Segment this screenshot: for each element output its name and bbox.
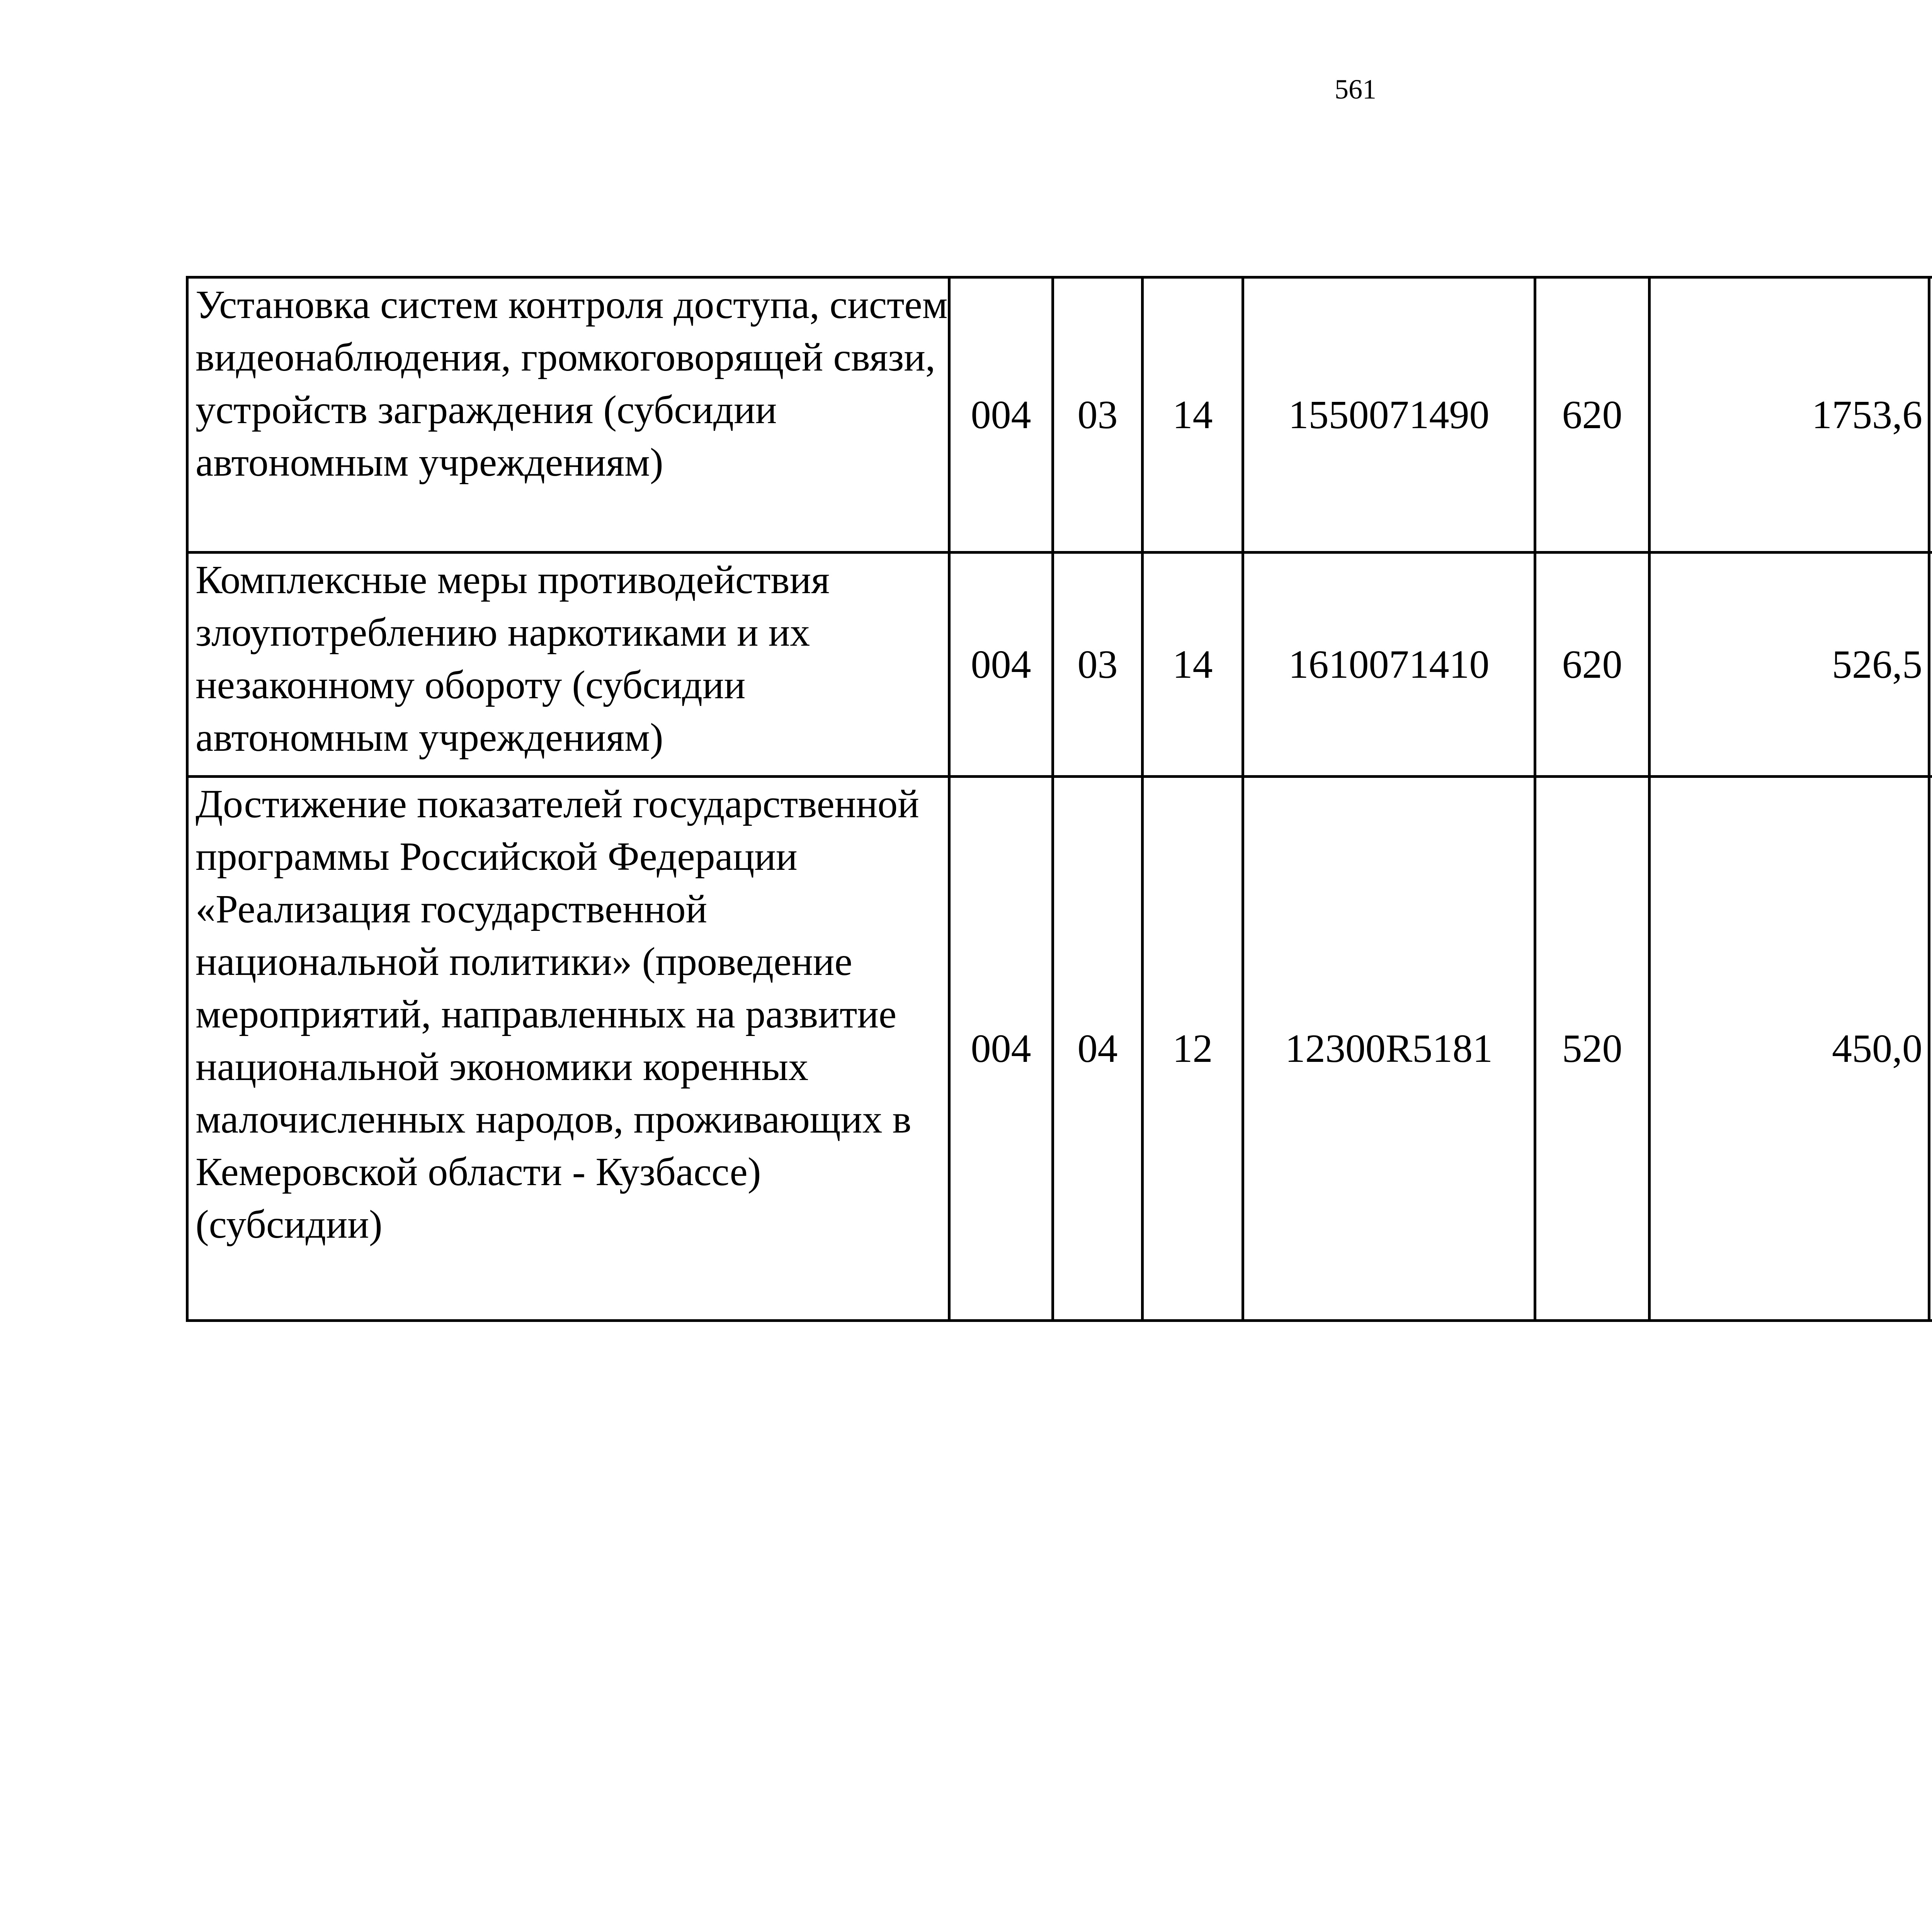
row-description: Комплексные меры противодействия злоупотреблению наркотиками и их незаконному обороту (субсидии автономным учреждениям): [187, 553, 949, 777]
table-row: [187, 277, 1932, 553]
ministry-code: 004: [949, 553, 1053, 777]
budget-table: [186, 276, 1932, 1322]
amount-year-2: [1929, 777, 1932, 1321]
row-description: Достижение показателей государственной программы Российской Федерации «Реализация государственной национальной политики» (проведение мероприятий, направленных на развитие национальной экономики коренных малочисленных народов, проживающих в Кемеровской области - Кузбассе) (субсидии): [187, 777, 949, 1321]
expense-type-code: 520: [1535, 777, 1650, 1321]
page-number: 561: [1335, 74, 1376, 105]
table-row: [187, 553, 1932, 777]
expense-type-code: 620: [1535, 553, 1650, 777]
amount-year-1: 450,0: [1650, 777, 1929, 1321]
subsection-code: 14: [1143, 277, 1243, 553]
table-row: [187, 777, 1932, 1321]
section-code: 04: [1053, 777, 1143, 1321]
expense-type-code: 620: [1535, 277, 1650, 553]
ministry-code: 004: [949, 777, 1053, 1321]
target-item-code: 1550071490: [1243, 277, 1535, 553]
subsection-code: 12: [1143, 777, 1243, 1321]
section-code: 03: [1053, 553, 1143, 777]
amount-year-2: [1929, 277, 1932, 553]
ministry-code: 004: [949, 277, 1053, 553]
amount-year-2: [1929, 553, 1932, 777]
amount-year-1: 1753,6: [1650, 277, 1929, 553]
section-code: 03: [1053, 277, 1143, 553]
subsection-code: 14: [1143, 553, 1243, 777]
target-item-code: 1610071410: [1243, 553, 1535, 777]
amount-year-1: 526,5: [1650, 553, 1929, 777]
row-description: Установка систем контроля доступа, систем видеонаблюдения, громкоговорящей связи, устройств заграждения (субсидии автономным учреждениям): [187, 277, 949, 553]
target-item-code: 12300R5181: [1243, 777, 1535, 1321]
